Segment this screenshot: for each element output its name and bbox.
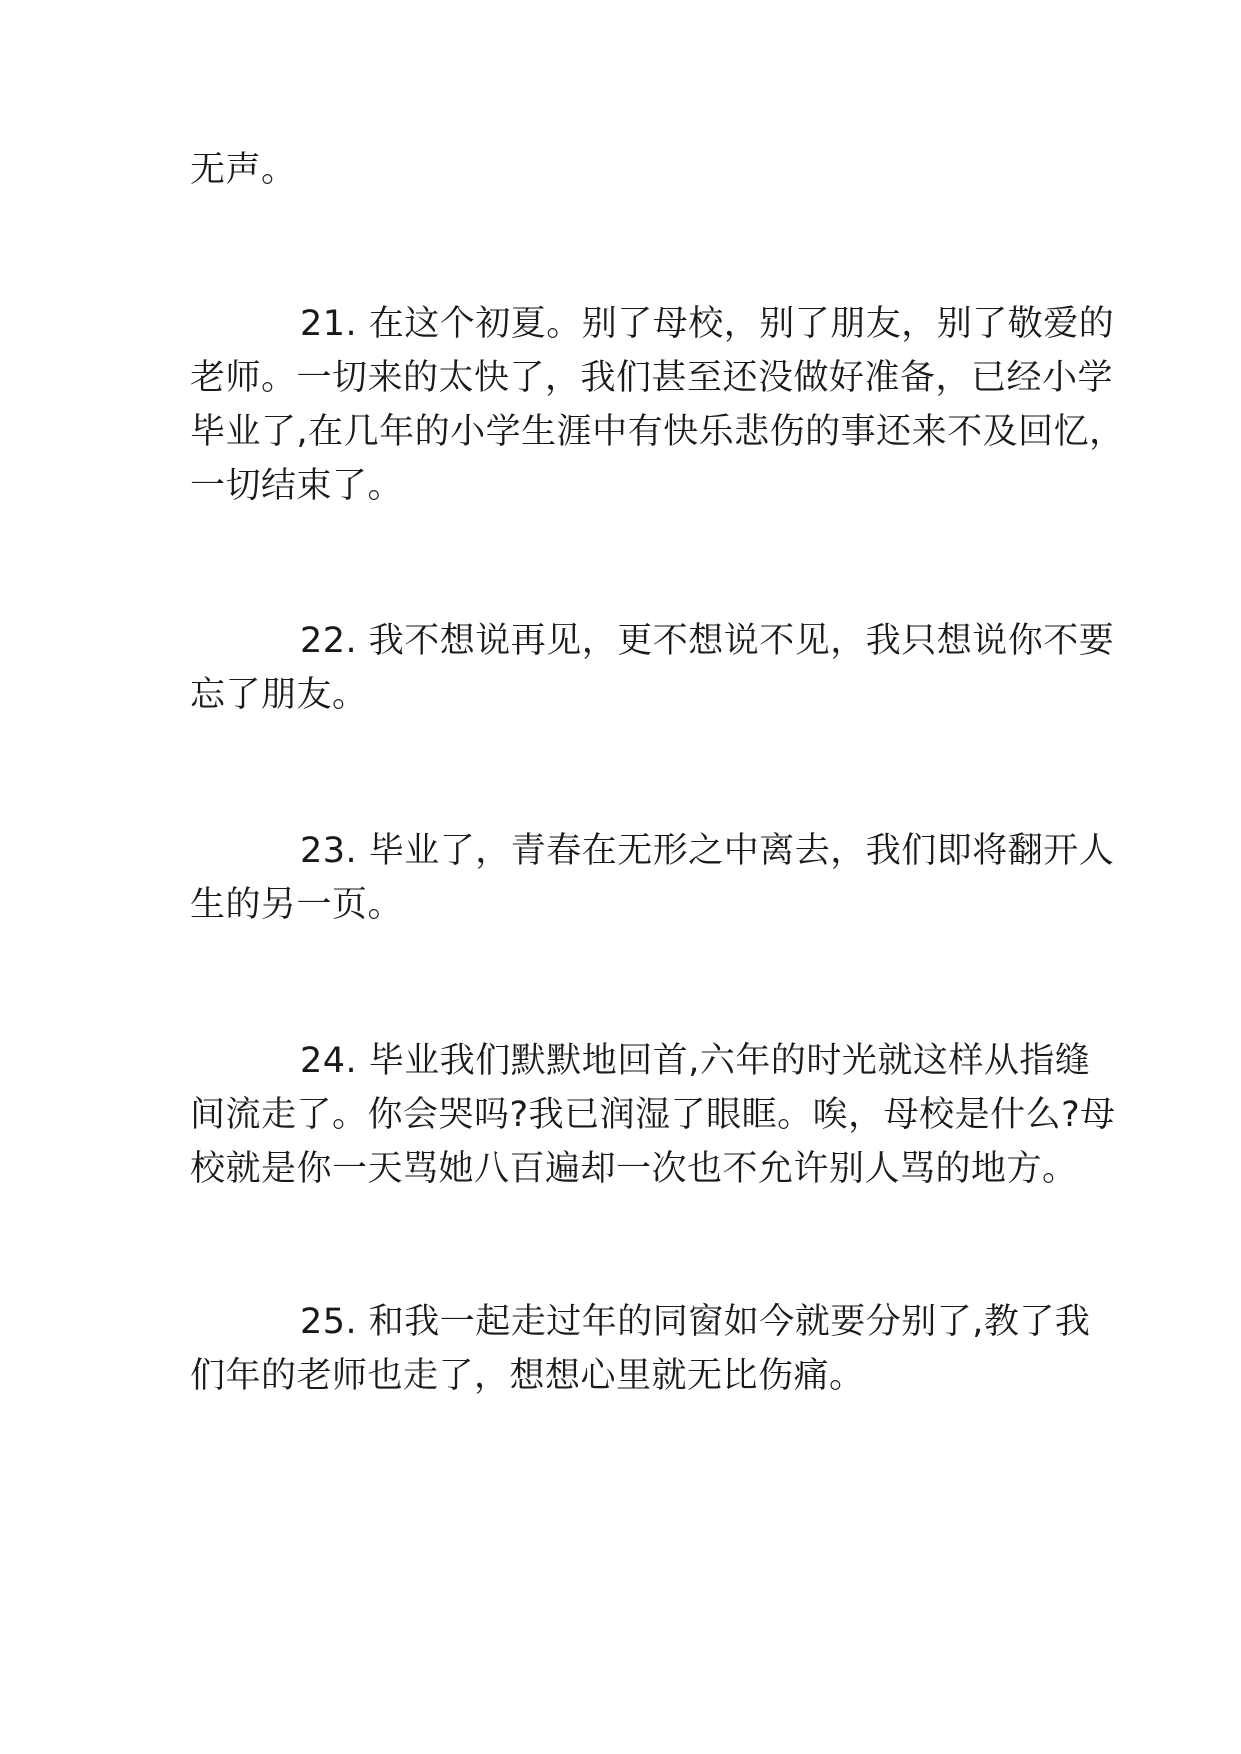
paragraph-line: 22. 我不想说再见，更不想说不见，我只想说你不要 [300,621,1115,661]
paragraph-line: 生的另一页。 [190,885,404,925]
paragraph-line: 忘了朋友。 [190,675,368,715]
paragraph-line: 毕业了,在几年的小学生涯中有快乐悲伤的事还来不及回忆， [190,412,1125,452]
paragraph-line: 21. 在这个初夏。别了母校，别了朋友，别了敬爱的 [300,304,1115,344]
paragraph-line: 23. 毕业了，青春在无形之中离去，我们即将翻开人 [300,831,1115,871]
paragraph-line: 24. 毕业我们默默地回首,六年的时光就这样从指缝 [300,1041,1091,1081]
paragraph-line: 老师。一切来的太快了，我们甚至还没做好准备，已经小学 [190,358,1114,398]
paragraph-line: 们年的老师也走了，想想心里就无比伤痛。 [190,1356,865,1396]
paragraph-line: 一切结束了。 [190,466,404,506]
paragraph-line: 无声。 [190,150,297,190]
paragraph-line: 校就是你一天骂她八百遍却一次也不允许别人骂的地方。 [190,1149,1078,1189]
paragraph-line: 25. 和我一起走过年的同窗如今就要分别了,教了我 [300,1302,1091,1342]
paragraph-line: 间流走了。你会哭吗?我已润湿了眼眶。唉，母校是什么?母 [190,1095,1116,1135]
